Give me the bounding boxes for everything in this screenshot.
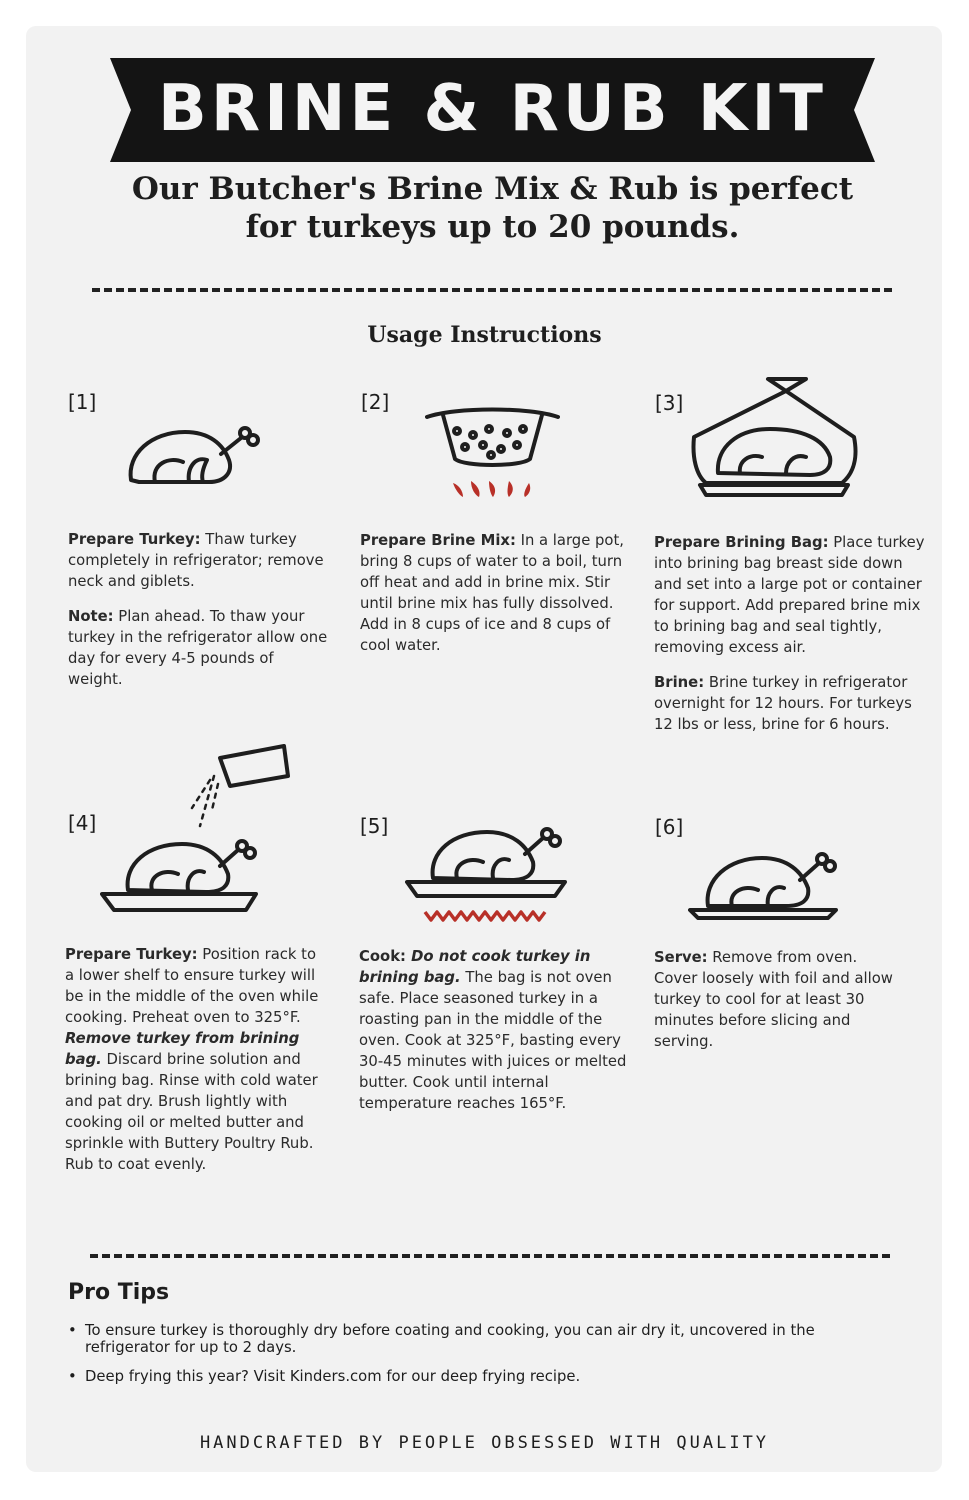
- pro-tip-text: Deep frying this year? Visit Kinders.com for our deep frying recipe.: [85, 1368, 581, 1385]
- step-3-paragraph-2: [654, 672, 926, 735]
- step-3-text: [654, 532, 926, 749]
- page-title: BRINE & RUB KIT: [158, 72, 827, 146]
- step-6-label: Serve:: [654, 949, 708, 966]
- footer-tagline: HANDCRAFTED BY PEOPLE OBSESSED WITH QUALITY: [199, 1433, 770, 1453]
- step-1-paragraph-1: [68, 529, 330, 592]
- top-divider: [92, 288, 892, 292]
- step-6-body: Remove from oven. Cover loosely with foil and allow turkey to cool for at least 30 minutes before slicing and serving.: [654, 949, 893, 1050]
- subtitle: [60, 170, 925, 246]
- step-3-brine-label: Brine:: [654, 674, 705, 691]
- pro-tips-heading: Pro Tips: [68, 1280, 170, 1305]
- step-4-body-2: Discard brine solution and brining bag. Rinse with cold water and pat dry. Brush lightly with cooking oil or melted butter and sprinkle with Buttery Poultry Rub. Rub to coat evenly.: [65, 1051, 318, 1173]
- step-4-number: [4]: [68, 811, 97, 835]
- step-5-body: The bag is not oven safe. Place seasoned turkey in a roasting pan in the middle of the oven. Cook at 325°F, basting every 30-45 minutes with juices or melted butter. Cook until internal temperature reaches 165°F.: [359, 969, 627, 1112]
- step-5-label: Cook:: [359, 948, 406, 965]
- pro-tip-item: [68, 1368, 898, 1385]
- step-4-paragraph: [65, 944, 327, 1175]
- step-5-emphasis: Do not cook turkey in brining bag.: [359, 948, 591, 986]
- step-5-paragraph: [359, 946, 627, 1114]
- subtitle-line-1: Our Butcher's Brine Mix & Rub is perfect: [131, 171, 854, 207]
- bullet-icon: •: [68, 1368, 77, 1385]
- boiling-pot-icon: [425, 405, 560, 503]
- bullet-icon: •: [68, 1322, 77, 1339]
- step-1-body: Thaw turkey completely in refrigerator; remove neck and giblets.: [68, 531, 324, 590]
- step-2-label: Prepare Brine Mix:: [360, 532, 516, 549]
- seasoning-turkey-icon: [100, 740, 295, 920]
- step-1-number: [1]: [68, 390, 97, 414]
- step-4-text: [65, 944, 327, 1189]
- pro-tip-item: [68, 1322, 898, 1356]
- turkey-icon: [125, 420, 265, 490]
- subtitle-line-2: for turkeys up to 20 pounds.: [245, 209, 740, 245]
- step-4-label: Prepare Turkey:: [65, 946, 198, 963]
- step-1-text: [68, 529, 330, 704]
- step-6-paragraph: [654, 947, 894, 1052]
- step-3-label: Prepare Brining Bag:: [654, 534, 829, 551]
- step-6-number: [6]: [655, 815, 684, 839]
- brining-bag-icon: [690, 377, 860, 502]
- step-2-text: [360, 530, 628, 670]
- step-3-brine-body: Brine turkey in refrigerator overnight for 12 hours. For turkeys 12 lbs or less, brine for 6 hours.: [654, 674, 912, 733]
- served-turkey-icon: [688, 846, 843, 926]
- step-3-body: Place turkey into brining bag breast side down and set into a large pot or container for support. Add prepared brine mix to brining bag and seal tightly, removing excess air.: [654, 534, 925, 656]
- step-2-body: In a large pot, bring 8 cups of water to a boil, turn off heat and add in brine mix. Stir until brine mix has fully dissolved. Add in 8 cups of ice and 8 cups of cool water.: [360, 532, 624, 654]
- pro-tips-list: [68, 1322, 898, 1397]
- step-4-body-1: Position rack to a lower shelf to ensure turkey will be in the middle of the oven while cooking. Preheat oven to 325°F.: [65, 946, 319, 1026]
- usage-heading: Usage Instructions: [367, 322, 602, 348]
- step-2-number: [2]: [361, 390, 390, 414]
- step-5-text: [359, 946, 627, 1128]
- step-1-paragraph-2: [68, 606, 330, 690]
- bottom-divider: [90, 1254, 890, 1258]
- step-3-paragraph-1: [654, 532, 926, 658]
- step-3-number: [3]: [655, 391, 684, 415]
- roasting-turkey-icon: [405, 822, 570, 927]
- step-2-paragraph-1: [360, 530, 628, 656]
- step-5-number: [5]: [360, 814, 389, 838]
- step-1-label: Prepare Turkey:: [68, 531, 201, 548]
- title-banner: [110, 58, 875, 162]
- step-4-emphasis: Remove turkey from brining bag.: [65, 1030, 300, 1068]
- pro-tip-text: To ensure turkey is thoroughly dry before coating and cooking, you can air dry it, uncovered in the refrigerator for up to 2 days.: [85, 1322, 815, 1356]
- step-6-text: [654, 947, 894, 1066]
- step-1-note-label: Note:: [68, 608, 114, 625]
- step-1-note-body: Plan ahead. To thaw your turkey in the refrigerator allow one day for every 4-5 pounds of weight.: [68, 608, 328, 688]
